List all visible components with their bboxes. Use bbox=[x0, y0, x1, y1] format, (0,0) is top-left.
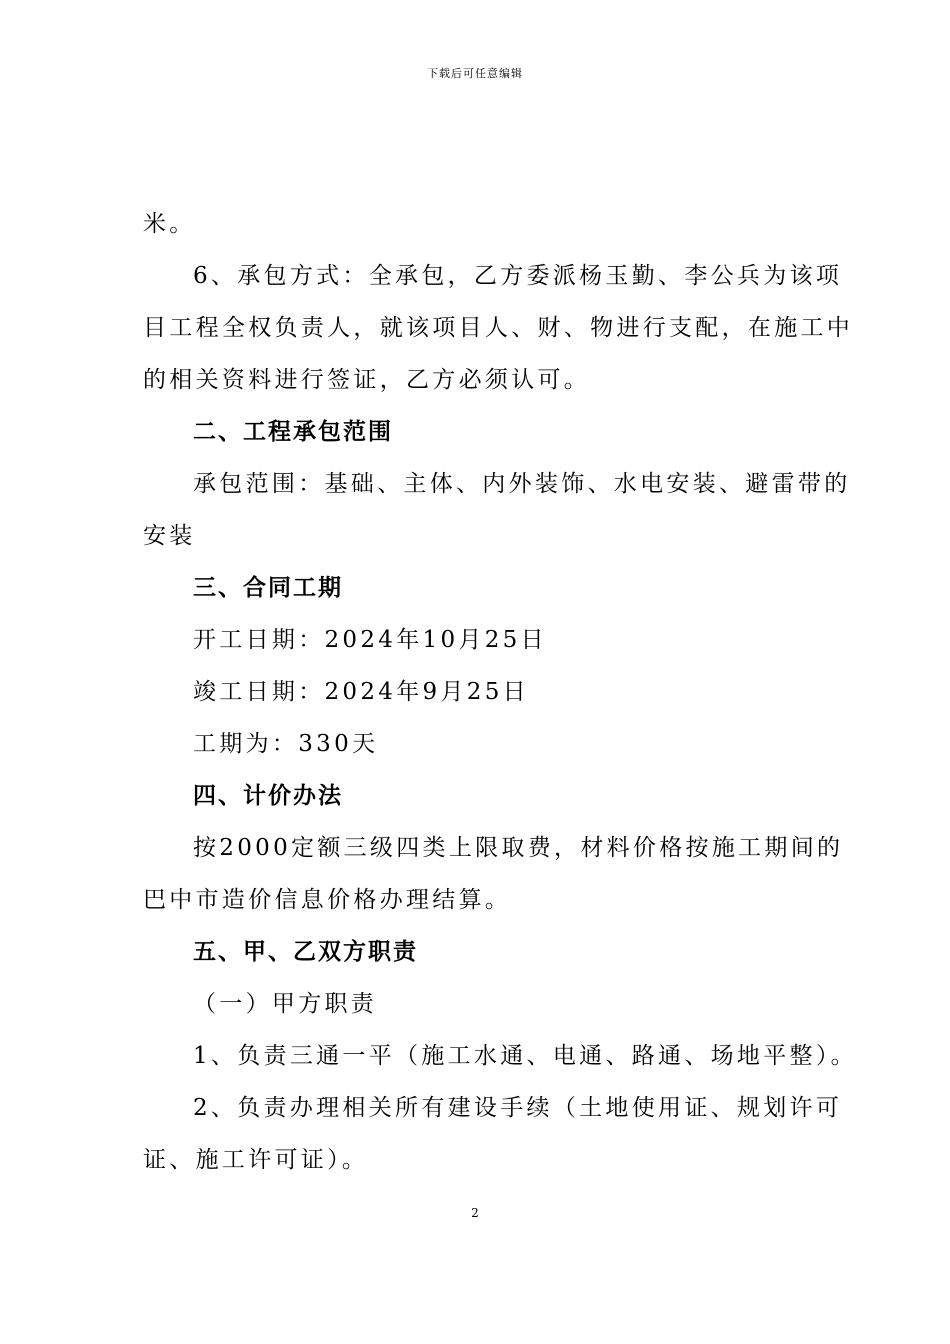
paragraph-line: 1、负责三通一平（施工水通、电通、路通、场地平整）。 bbox=[193, 1043, 857, 1069]
paragraph-line: 工期为：330天 bbox=[193, 731, 379, 757]
paragraph-line: 6、承包方式：全承包，乙方委派杨玉勤、李公兵为该项 bbox=[193, 263, 843, 289]
page-number: 2 bbox=[471, 1206, 479, 1220]
paragraph-line: 的相关资料进行签证，乙方必须认可。 bbox=[143, 367, 591, 393]
paragraph-line: 按2000定额三级四类上限取费，材料价格按施工期间的 bbox=[193, 835, 844, 861]
section-heading: 四、计价办法 bbox=[193, 782, 343, 809]
section-heading: 五、甲、乙双方职责 bbox=[193, 938, 418, 965]
paragraph-line: 安装 bbox=[143, 523, 196, 549]
paragraph-line: 巴中市造价信息价格办理结算。 bbox=[143, 887, 512, 913]
section-heading: 二、工程承包范围 bbox=[193, 418, 393, 445]
paragraph-line: 目工程全权负责人，就该项目人、财、物进行支配，在施工中 bbox=[143, 315, 854, 341]
section-heading: 三、合同工期 bbox=[193, 574, 343, 601]
paragraph-line: 证、施工许可证）。 bbox=[143, 1147, 369, 1173]
paragraph-line: 米。 bbox=[143, 211, 196, 237]
subsection-heading: （一）甲方职责 bbox=[193, 991, 378, 1017]
document-body bbox=[143, 198, 857, 1186]
page-header: 下载后可任意编辑 bbox=[427, 67, 523, 80]
paragraph-line: 开工日期：2024年10月25日 bbox=[193, 627, 547, 653]
paragraph-line: 2、负责办理相关所有建设手续（土地使用证、规划许可 bbox=[193, 1095, 843, 1121]
paragraph-line: 承包范围：基础、主体、内外装饰、水电安装、避雷带的 bbox=[193, 471, 851, 497]
paragraph-line: 竣工日期：2024年9月25日 bbox=[193, 679, 529, 705]
